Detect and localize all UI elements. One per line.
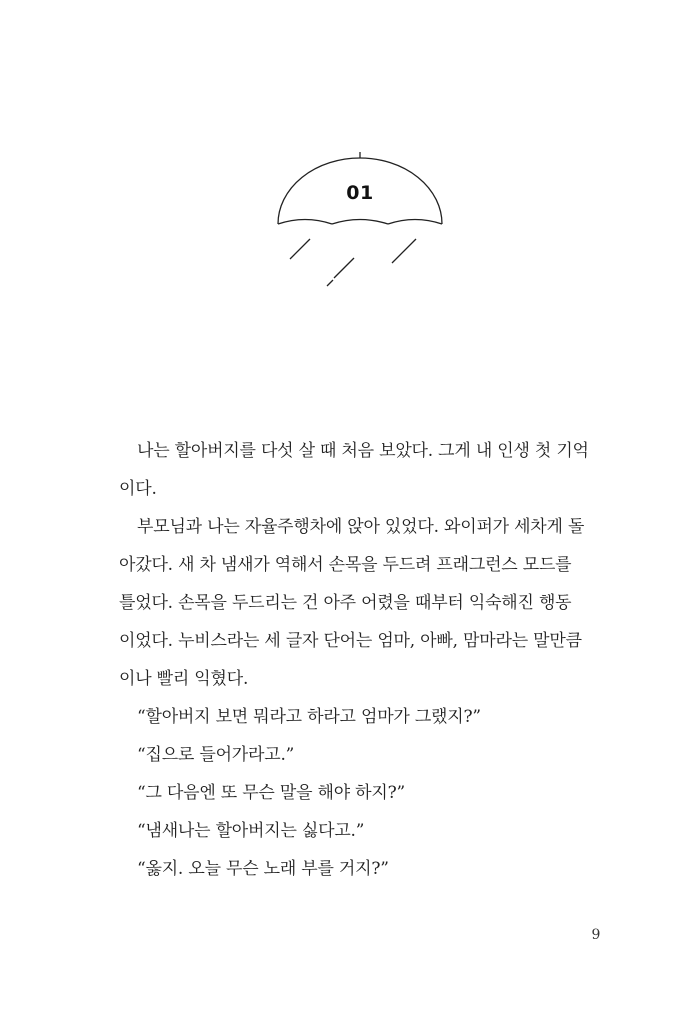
dialogue-line: “집으로 들어가라고.”	[137, 745, 295, 765]
text-line: 이다.	[119, 479, 157, 499]
dialogue-line: “할아버지 보면 뭐라고 하라고 엄마가 그랬지?”	[137, 707, 481, 727]
text-line: 이었다. 누비스라는 세 글자 단어는 엄마, 아빠, 맘마라는 말만큼	[119, 631, 582, 651]
chapter-heading	[270, 148, 450, 298]
dialogue-line: “냄새나는 할아버지는 싫다고.”	[137, 821, 365, 841]
body-text	[119, 432, 609, 888]
text-line: 나는 할아버지를 다섯 살 때 처음 보았다. 그게 내 인생 첫 기억	[137, 441, 589, 461]
text-line: 부모님과 나는 자율주행차에 앉아 있었다. 와이퍼가 세차게 돌	[137, 517, 585, 537]
text-line: 아갔다. 새 차 냄새가 역해서 손목을 두드려 프래그런스 모드를	[119, 555, 572, 575]
text-line: 틀었다. 손목을 두드리는 건 아주 어렸을 때부터 익숙해진 행동	[119, 593, 572, 613]
page-number: 9	[591, 927, 601, 943]
text-line: 이나 빨리 익혔다.	[119, 669, 249, 689]
dialogue-line: “그 다음엔 또 무슨 말을 해야 하지?”	[137, 783, 406, 803]
dialogue-line: “옳지. 오늘 무슨 노래 부를 거지?”	[137, 859, 389, 879]
chapter-number: 01	[346, 182, 374, 204]
umbrella-rain-icon	[270, 148, 450, 298]
